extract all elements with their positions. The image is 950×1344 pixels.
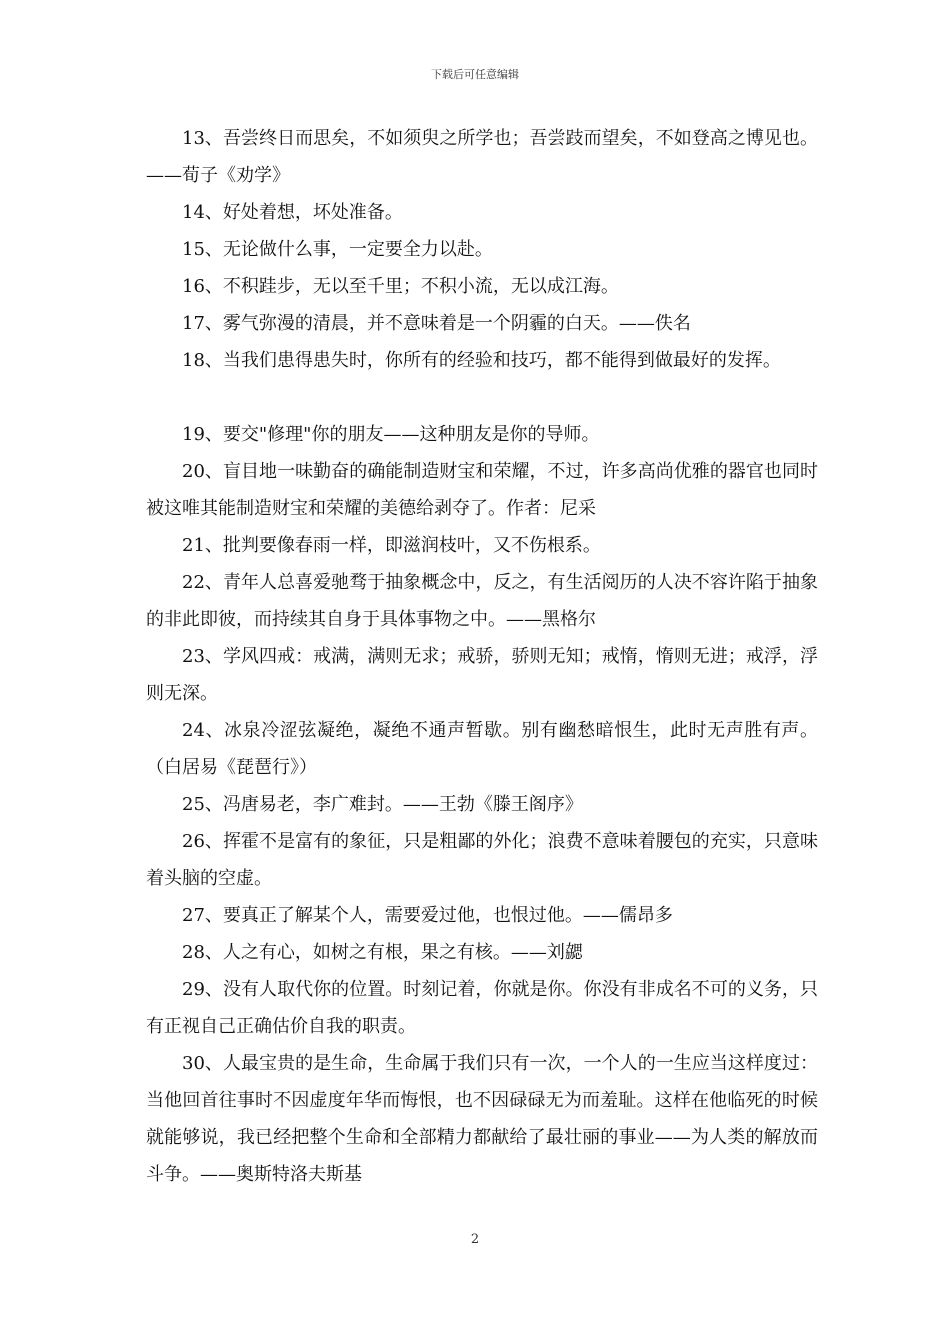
quote-paragraph: 26、挥霍不是富有的象征，只是粗鄙的外化；浪费不意味着腰包的充实，只意味着头脑的空虚。 (146, 831, 818, 889)
quote-paragraph: 14、好处着想，坏处准备。 (182, 202, 403, 223)
quote-paragraph: 24、冰泉冷涩弦凝绝，凝绝不通声暂歇。别有幽愁暗恨生，此时无声胜有声。（白居易《琵琶行》） (146, 720, 818, 778)
quote-paragraph: 29、没有人取代你的位置。时刻记着，你就是你。你没有非成名不可的义务，只有正视自己正确估价自我的职责。 (146, 979, 818, 1037)
quote-paragraph: 21、批判要像春雨一样，即滋润枝叶，又不伤根系。 (182, 535, 601, 556)
quote-paragraph: 25、冯唐易老，李广难封。——王勃《滕王阁序》 (182, 794, 583, 815)
quote-paragraph: 22、青年人总喜爱驰骛于抽象概念中，反之，有生活阅历的人决不容许陷于抽象的非此即彼，而持续其自身于具体事物之中。——黑格尔 (146, 572, 818, 630)
quote-paragraph: 23、学风四戒：戒满，满则无求；戒骄，骄则无知；戒惰，惰则无进；戒浮，浮则无深。 (146, 646, 818, 704)
page-header: 下载后可任意编辑 (431, 68, 519, 81)
quote-paragraph: 17、雾气弥漫的清晨，并不意味着是一个阴霾的白天。——佚名 (182, 313, 691, 334)
quote-paragraph: 13、吾尝终日而思矣，不如须臾之所学也；吾尝跂而望矣，不如登高之博见也。——荀子《劝学》 (146, 128, 818, 186)
document-body (146, 120, 818, 1193)
quote-paragraph: 30、人最宝贵的是生命，生命属于我们只有一次，一个人的一生应当这样度过：当他回首往事时不因虚度年华而悔恨，也不因碌碌无为而羞耻。这样在他临死的时候就能够说，我已经把整个生命和全部精力都献给了最壮丽的事业——为人类的解放而斗争。——奥斯特洛夫斯基 (146, 1053, 818, 1185)
quote-paragraph: 20、盲目地一味勤奋的确能制造财宝和荣耀，不过，许多高尚优雅的器官也同时被这唯其能制造财宝和荣耀的美德给剥夺了。作者：尼采 (146, 461, 818, 519)
page-number: 2 (470, 1232, 480, 1247)
quote-paragraph: 28、人之有心，如树之有根，果之有核。——刘勰 (182, 942, 583, 963)
quote-paragraph: 15、无论做什么事，一定要全力以赴。 (182, 239, 493, 260)
quote-paragraph: 18、当我们患得患失时，你所有的经验和技巧，都不能得到做最好的发挥。 (182, 350, 781, 371)
blank-line (146, 379, 818, 416)
quote-paragraph: 27、要真正了解某个人，需要爱过他，也恨过他。——儒昂多 (182, 905, 673, 926)
quote-paragraph: 16、不积跬步，无以至千里；不积小流，无以成江海。 (182, 276, 619, 297)
quote-paragraph: 19、要交"修理"你的朋友——这种朋友是你的导师。 (182, 424, 600, 445)
